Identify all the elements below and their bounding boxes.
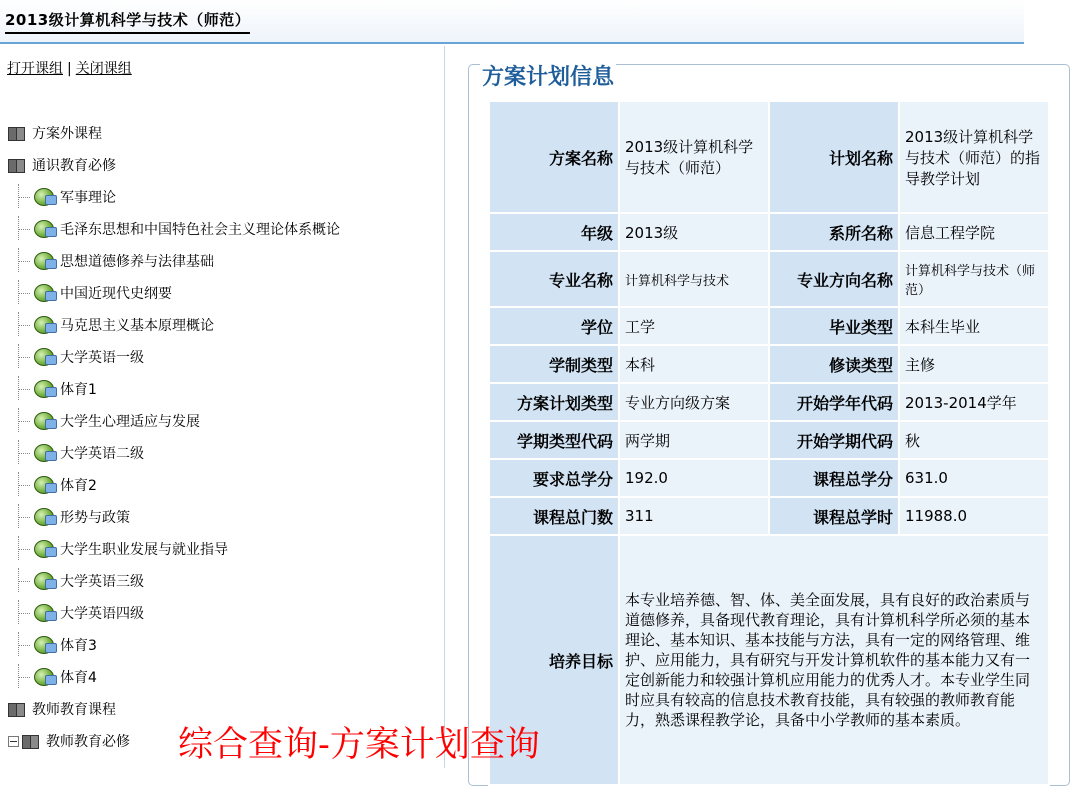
- field-label: 专业方向名称: [769, 251, 899, 307]
- tree-connector: [16, 666, 32, 688]
- tree-label: 体育2: [60, 478, 97, 494]
- tree-connector: [16, 250, 32, 272]
- course-icon: [34, 572, 54, 590]
- field-label: 方案名称: [489, 101, 619, 213]
- tree-connector: [16, 410, 32, 432]
- field-label: 要求总学分: [489, 459, 619, 497]
- tree-course[interactable]: [16, 506, 130, 528]
- tree-course[interactable]: [16, 442, 144, 464]
- collapse-groups-link[interactable]: 关闭课组: [75, 61, 132, 77]
- tree-label: 体育4: [60, 670, 97, 686]
- grade-value: 2013级: [619, 213, 769, 251]
- tree-label: 中国近现代史纲要: [60, 286, 172, 302]
- tree-course[interactable]: [16, 378, 97, 400]
- tree-connector: [16, 282, 32, 304]
- course-credits-value: 631.0: [899, 459, 1049, 497]
- overlay-caption: 综合查询-方案计划查询: [178, 725, 540, 765]
- start-term-value: 秋: [899, 421, 1049, 459]
- tree-connector: [16, 538, 32, 560]
- system-value: 本科: [619, 345, 769, 383]
- tree-connector: [16, 602, 32, 624]
- tree-connector: [16, 314, 32, 336]
- tree-label: 马克思主义基本原理概论: [60, 318, 214, 334]
- tree-connector: [16, 346, 32, 368]
- tree-label: 大学英语三级: [60, 574, 144, 590]
- tree-course[interactable]: [16, 538, 228, 560]
- course-icon: [34, 540, 54, 558]
- tree-group[interactable]: [8, 154, 116, 176]
- course-icon: [34, 316, 54, 334]
- tree-label: 教师教育课程: [32, 702, 116, 718]
- tree-connector: [16, 570, 32, 592]
- table-row: [489, 535, 1049, 785]
- tree-label: 大学英语一级: [60, 350, 144, 366]
- tree-course[interactable]: [16, 602, 144, 624]
- header-bar: [0, 0, 1024, 44]
- book-icon: [8, 702, 26, 716]
- course-hours-value: 11988.0: [899, 497, 1049, 535]
- field-label: 学位: [489, 307, 619, 345]
- field-label: 学期类型代码: [489, 421, 619, 459]
- direction-value: 计算机科学与技术（师范）: [899, 251, 1049, 307]
- tree-connector: [16, 218, 32, 240]
- tree-label: 教师教育必修: [46, 734, 130, 750]
- training-goal-value: 本专业培养德、智、体、美全面发展，具有良好的政治素质与道德修养，具备现代教育理论，具有计算机科学所必须的基本理论、基本知识、基本技能与方法，具有一定的网络管理、维护、应用能力，具有研究与开发计算机软件的基本能力又有一定创新能力和较强计算机应用能力的优秀人才。本专业学生同时应具有较高的信息技术教育技能，具有较强的教师教育能力，熟悉课程教学论，具备中小学教师的基本素质。: [619, 535, 1049, 785]
- field-label: 专业名称: [489, 251, 619, 307]
- tree-subgroup[interactable]: [8, 730, 130, 752]
- field-label: 毕业类型: [769, 307, 899, 345]
- tree-connector: [16, 474, 32, 496]
- tree-course[interactable]: [16, 218, 340, 240]
- field-label: 系所名称: [769, 213, 899, 251]
- tree-label: 形势与政策: [60, 510, 130, 526]
- tree-label: 大学英语四级: [60, 606, 144, 622]
- table-row: [489, 345, 1049, 383]
- tree-course[interactable]: [16, 282, 172, 304]
- plan-info-panel: [446, 46, 1041, 768]
- tree-label: 大学英语二级: [60, 446, 144, 462]
- tree-group[interactable]: [8, 698, 116, 720]
- tree-course[interactable]: [16, 186, 116, 208]
- term-type-value: 两学期: [619, 421, 769, 459]
- field-label: 开始学年代码: [769, 383, 899, 421]
- tree-label: 方案外课程: [32, 126, 102, 142]
- course-tree-panel: [0, 46, 445, 768]
- plan-info-legend: 方案计划信息: [480, 60, 616, 91]
- course-icon: [34, 412, 54, 430]
- book-icon: [8, 158, 26, 172]
- tree-label: 思想道德修养与法律基础: [60, 254, 214, 270]
- tree-course[interactable]: [16, 250, 214, 272]
- field-label: 培养目标: [489, 535, 619, 785]
- major-value: 计算机科学与技术: [619, 251, 769, 307]
- course-icon: [34, 668, 54, 686]
- plan-type-value: 专业方向级方案: [619, 383, 769, 421]
- field-label: 课程总学时: [769, 497, 899, 535]
- tree-label: 毛泽东思想和中国特色社会主义理论体系概论: [60, 222, 340, 238]
- tree-course[interactable]: [16, 410, 200, 432]
- course-count-value: 311: [619, 497, 769, 535]
- req-credits-value: 192.0: [619, 459, 769, 497]
- table-row: [489, 421, 1049, 459]
- plan-info-table: [488, 100, 1050, 786]
- tree-connector: [16, 186, 32, 208]
- tree-label: 大学生职业发展与就业指导: [60, 542, 228, 558]
- field-label: 课程总学分: [769, 459, 899, 497]
- course-icon: [34, 252, 54, 270]
- tree-course[interactable]: [16, 474, 97, 496]
- study-type-value: 主修: [899, 345, 1049, 383]
- book-icon: [8, 126, 26, 140]
- tree-label: 体育1: [60, 382, 97, 398]
- course-icon: [34, 220, 54, 238]
- schedule-name-value: 2013级计算机科学与技术（师范）的指导教学计划: [899, 101, 1049, 213]
- course-icon: [34, 284, 54, 302]
- tree-course[interactable]: [16, 314, 214, 336]
- table-row: [489, 101, 1049, 213]
- course-icon: [34, 188, 54, 206]
- course-icon: [34, 636, 54, 654]
- field-label: 方案计划类型: [489, 383, 619, 421]
- table-row: [489, 383, 1049, 421]
- tree-connector: [16, 378, 32, 400]
- field-label: 修读类型: [769, 345, 899, 383]
- course-icon: [34, 476, 54, 494]
- tree-group[interactable]: [8, 122, 102, 144]
- book-icon: [22, 734, 40, 748]
- course-icon: [34, 444, 54, 462]
- tree-label: 军事理论: [60, 190, 116, 206]
- plan-name-value: 2013级计算机科学与技术（师范）: [619, 101, 769, 213]
- grad-type-value: 本科生毕业: [899, 307, 1049, 345]
- table-row: [489, 497, 1049, 535]
- tree-course[interactable]: [16, 634, 97, 656]
- dept-value: 信息工程学院: [899, 213, 1049, 251]
- tree-connector: [16, 442, 32, 464]
- course-icon: [34, 348, 54, 366]
- field-label: 开始学期代码: [769, 421, 899, 459]
- collapse-toggle-icon[interactable]: [8, 736, 19, 747]
- tree-course[interactable]: [16, 346, 144, 368]
- field-label: 课程总门数: [489, 497, 619, 535]
- field-label: 年级: [489, 213, 619, 251]
- field-label: 计划名称: [769, 101, 899, 213]
- table-row: [489, 251, 1049, 307]
- table-row: [489, 213, 1049, 251]
- start-year-value: 2013-2014学年: [899, 383, 1049, 421]
- link-separator: |: [67, 61, 72, 77]
- tree-label: 通识教育必修: [32, 158, 116, 174]
- tree-connector: [16, 506, 32, 528]
- page-title: 2013级计算机科学与技术（师范）: [5, 9, 250, 34]
- course-icon: [34, 380, 54, 398]
- tree-label: 大学生心理适应与发展: [60, 414, 200, 430]
- course-icon: [34, 604, 54, 622]
- field-label: 学制类型: [489, 345, 619, 383]
- table-row: [489, 459, 1049, 497]
- course-icon: [34, 508, 54, 526]
- group-toggle-links: [7, 58, 132, 78]
- table-row: [489, 307, 1049, 345]
- expand-groups-link[interactable]: 打开课组: [7, 61, 63, 77]
- tree-course[interactable]: [16, 570, 144, 592]
- degree-value: 工学: [619, 307, 769, 345]
- tree-course[interactable]: [16, 666, 97, 688]
- tree-label: 体育3: [60, 638, 97, 654]
- tree-connector: [16, 634, 32, 656]
